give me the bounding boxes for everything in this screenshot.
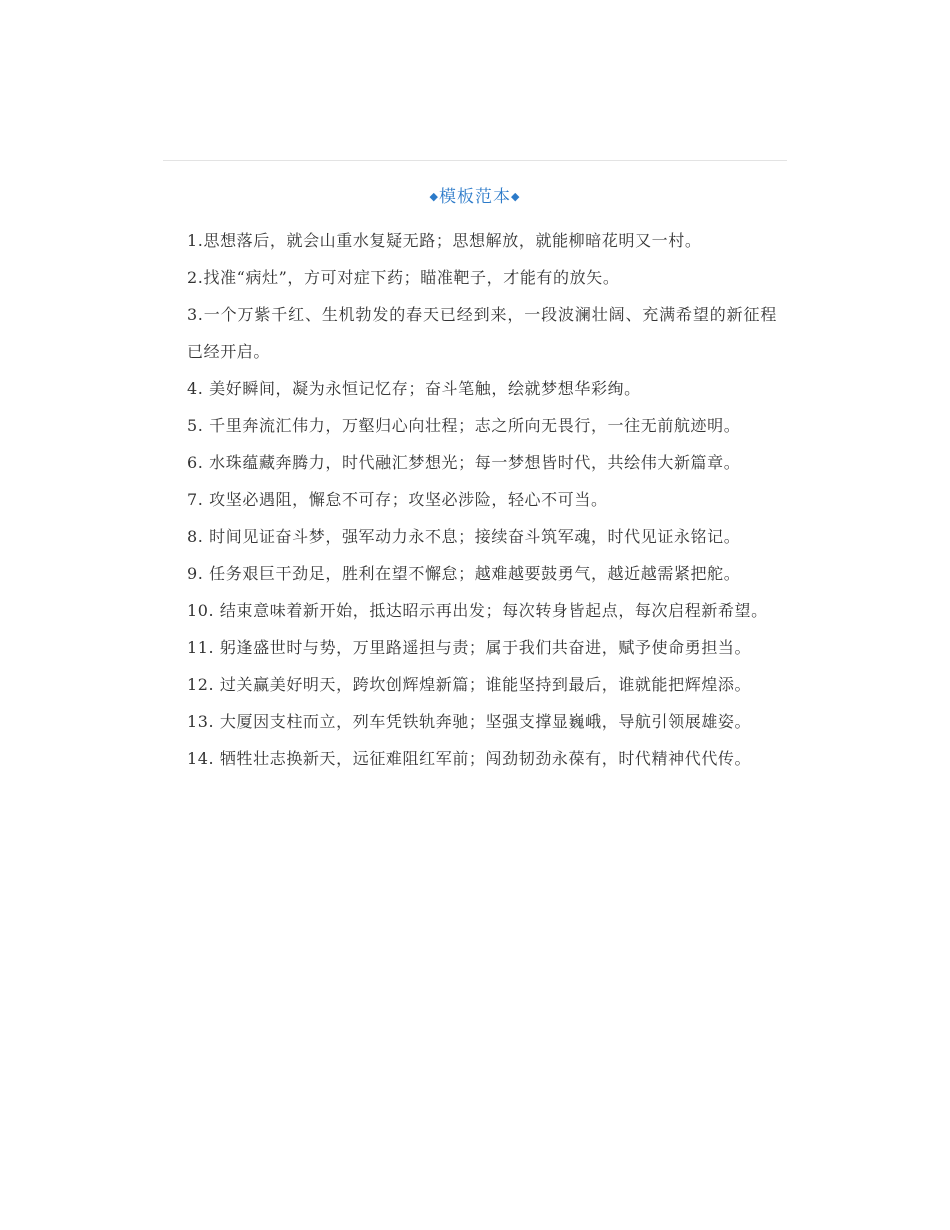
list-item: 3.一个万紫千红、生机勃发的春天已经到来，一段波澜壮阔、充满希望的新征程已经开启。 xyxy=(187,305,777,361)
list-item: 12. 过关赢美好明天，跨坎创辉煌新篇；谁能坚持到最后，谁就能把辉煌添。 xyxy=(187,675,752,694)
heading-title: 模板范本 xyxy=(439,187,511,207)
list-item: 7. 攻坚必遇阻，懈怠不可存；攻坚必涉险，轻心不可当。 xyxy=(187,490,608,509)
list-item: 10. 结束意味着新开始，抵达昭示再出发；每次转身皆起点，每次启程新希望。 xyxy=(187,601,768,620)
section-heading xyxy=(0,183,950,213)
list-item: 9. 任务艰巨干劲足，胜利在望不懈怠；越难越要鼓勇气，越近越需紧把舵。 xyxy=(187,564,741,583)
list-item: 14. 牺牲壮志换新天，远征难阻红军前；闯劲韧劲永葆有，时代精神代代传。 xyxy=(187,749,752,768)
list-item: 5. 千里奔流汇伟力，万壑归心向壮程；志之所向无畏行，一往无前航迹明。 xyxy=(187,416,741,435)
list-item: 13. 大厦因支柱而立，列车凭铁轨奔驰；坚强支撑显巍峨，导航引领展雄姿。 xyxy=(187,712,752,731)
list-item: 4. 美好瞬间，凝为永恒记忆存；奋斗笔触，绘就梦想华彩绚。 xyxy=(187,379,641,398)
list-item: 1.思想落后，就会山重水复疑无路；思想解放，就能柳暗花明又一村。 xyxy=(187,231,702,250)
list-item: 8. 时间见证奋斗梦，强军动力永不息；接续奋斗筑军魂，时代见证永铭记。 xyxy=(187,527,741,546)
entry-list xyxy=(187,222,777,777)
list-item: 11. 躬逢盛世时与势，万里路遥担与责；属于我们共奋进，赋予使命勇担当。 xyxy=(187,638,752,657)
list-item: 2.找准“病灶”，方可对症下药；瞄准靶子，才能有的放矢。 xyxy=(187,268,620,287)
diamond-right-icon: ◆ xyxy=(511,190,521,203)
top-divider xyxy=(163,160,787,161)
list-item: 6. 水珠蕴藏奔腾力，时代融汇梦想光；每一梦想皆时代，共绘伟大新篇章。 xyxy=(187,453,741,472)
diamond-left-icon: ◆ xyxy=(429,190,439,203)
